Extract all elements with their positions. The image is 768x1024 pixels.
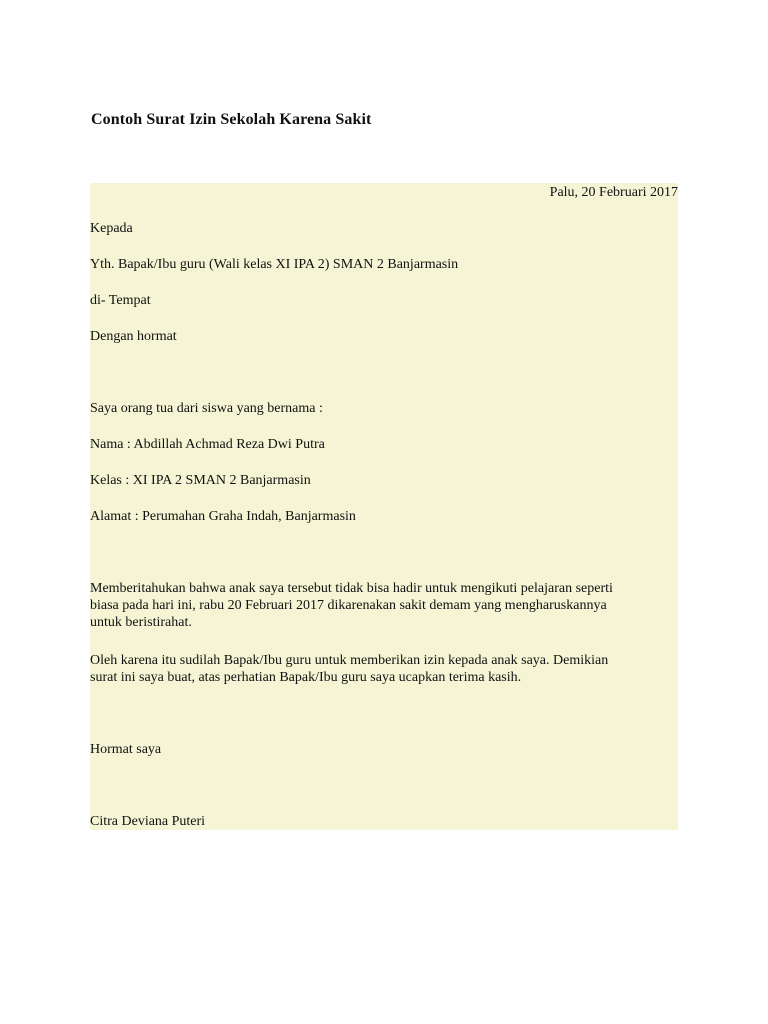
- body-paragraph-2-line: Oleh karena itu sudilah Bapak/Ibu guru untuk memberikan izin kepada anak saya. Demikian: [90, 653, 609, 668]
- page-title: Contoh Surat Izin Sekolah Karena Sakit: [91, 111, 372, 128]
- student-nama: Nama : Abdillah Achmad Reza Dwi Putra: [90, 437, 325, 452]
- body-paragraph-1: [90, 580, 676, 631]
- salutation: Dengan hormat: [90, 329, 177, 344]
- recipient-yth: Yth. Bapak/Ibu guru (Wali kelas XI IPA 2) SMAN 2 Banjarmasin: [90, 257, 459, 272]
- letter-body-background: [90, 183, 678, 830]
- student-alamat: Alamat : Perumahan Graha Indah, Banjarmasin: [90, 509, 356, 524]
- body-paragraph-2: [90, 652, 676, 686]
- closing: Hormat saya: [90, 742, 162, 757]
- intro-line: Saya orang tua dari siswa yang bernama :: [90, 401, 323, 416]
- body-paragraph-1-line: Memberitahukan bahwa anak saya tersebut tidak bisa hadir untuk mengikuti pelajaran seperti: [90, 581, 613, 596]
- body-paragraph-2-line: surat ini saya buat, atas perhatian Bapak/Ibu guru saya ucapkan terima kasih.: [90, 670, 522, 685]
- body-paragraph-1-line: untuk beristirahat.: [90, 615, 192, 630]
- signature-name: Citra Deviana Puteri: [90, 814, 206, 829]
- body-paragraph-1-line: biasa pada hari ini, rabu 20 Februari 2017 dikarenakan sakit demam yang mengharuskannya: [90, 598, 607, 613]
- student-kelas: Kelas : XI IPA 2 SMAN 2 Banjarmasin: [90, 473, 311, 488]
- recipient-kepada: Kepada: [90, 221, 133, 236]
- recipient-tempat: di- Tempat: [90, 293, 151, 308]
- place-date: Palu, 20 Februari 2017: [549, 185, 678, 200]
